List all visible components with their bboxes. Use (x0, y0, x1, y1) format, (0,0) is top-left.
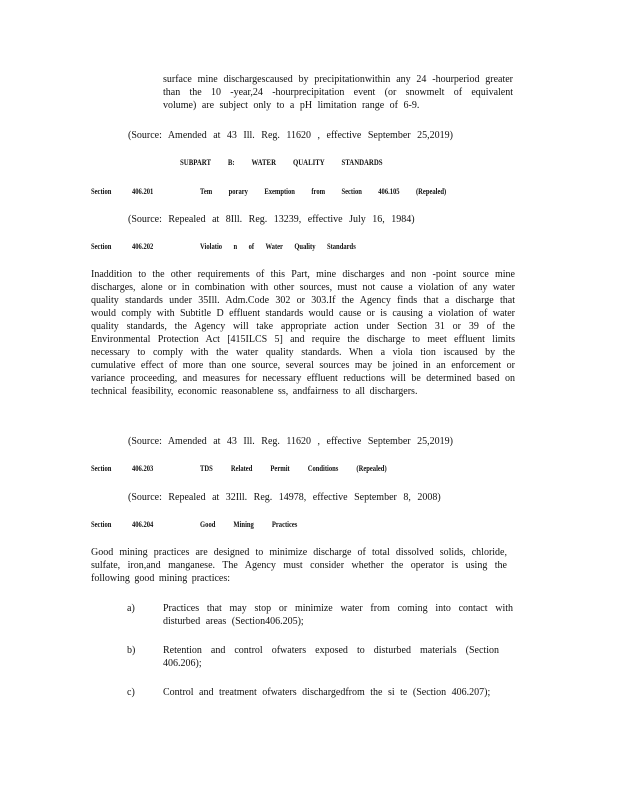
section-number: 406.201 (132, 187, 154, 196)
source-note-3: (Source: Amended at 43 Ill. Reg. 11620 , effective September 25,2019) (128, 436, 453, 447)
section-heading-406-201 (91, 187, 468, 197)
section-406-202-paragraph: Inaddition to the other requirements of this Part, mine discharges and non -point source mine discharges, alone or in combination with other sources, must not cause a violation of any water quality standards under 35Ill. Adm.Code 302 or 303.If the Agency finds that a discharge that would comply with Subtitle D effluent standards would cause or is causing a violation of water quality standards, the Agency will take appropriate action under Section 31 or 39 of the Environmental Protection Act [415ILCS 5] and require the discharge to meet effluent limits necessary to comply with the water quality standards. When a viola tion iscaused by the cumulative effect of more than one source, several sources may be joined in an enforcement or variance proceeding, and measures for necessary effluent reductions will be determined based on technical feasibility, economic reasonablene ss, andfairness to all dischargers. (91, 269, 515, 397)
section-label: Section (91, 242, 112, 251)
source-note-2: (Source: Repealed at 8Ill. Reg. 13239, effective July 16, 1984) (128, 214, 415, 225)
list-item-label-b: b) (127, 645, 136, 656)
list-item-label-a: a) (127, 603, 135, 614)
list-item-text-b: Retention and control ofwaters exposed to disturbed materials (Section 406.206); (163, 645, 499, 669)
section-label: Section (91, 187, 112, 196)
section-title: Good Mining Practices (200, 520, 298, 529)
source-note-1: (Source: Amended at 43 Ill. Reg. 11620 , effective September 25,2019) (128, 130, 453, 141)
section-label: Section (91, 520, 112, 529)
section-title: TDS Related Permit Conditions (Repealed) (200, 464, 387, 473)
section-406-204-paragraph: Good mining practices are designed to minimize discharge of total dissolved solids, chloride, sulfate, iron,and manganese. The Agency must consider whether the operator is using the following good mining practices: (91, 547, 507, 584)
section-heading-406-203 (91, 464, 468, 474)
intro-paragraph: surface mine dischargescaused by precipitationwithin any 24 -hourperiod greater than the 10 -year,24 -hourprecipitation event (or snowmelt of equivalent volume) are subject only to a pH limitation range of 6-9. (163, 74, 513, 111)
section-number: 406.204 (132, 520, 154, 529)
section-title: Tem porary Exemption from Section 406.105 (Repealed) (200, 187, 447, 196)
list-item-text-c: Control and treatment ofwaters dischargedfrom the si te (Section 406.207); (163, 687, 491, 698)
source-note-4: (Source: Repealed at 32Ill. Reg. 14978, effective September 8, 2008) (128, 492, 441, 503)
section-number: 406.202 (132, 242, 154, 251)
subpart-heading: SUBPART B: WATER QUALITY STANDARDS (180, 158, 383, 167)
section-heading-406-204 (91, 520, 468, 530)
section-label: Section (91, 464, 112, 473)
section-title: Violatio n of Water Quality Standards (200, 242, 356, 251)
list-item-text-a: Practices that may stop or minimize water from coming into contact with disturbed areas (Section406.205); (163, 603, 513, 627)
section-heading-406-202 (91, 242, 468, 252)
list-item-label-c: c) (127, 687, 135, 698)
section-number: 406.203 (132, 464, 154, 473)
